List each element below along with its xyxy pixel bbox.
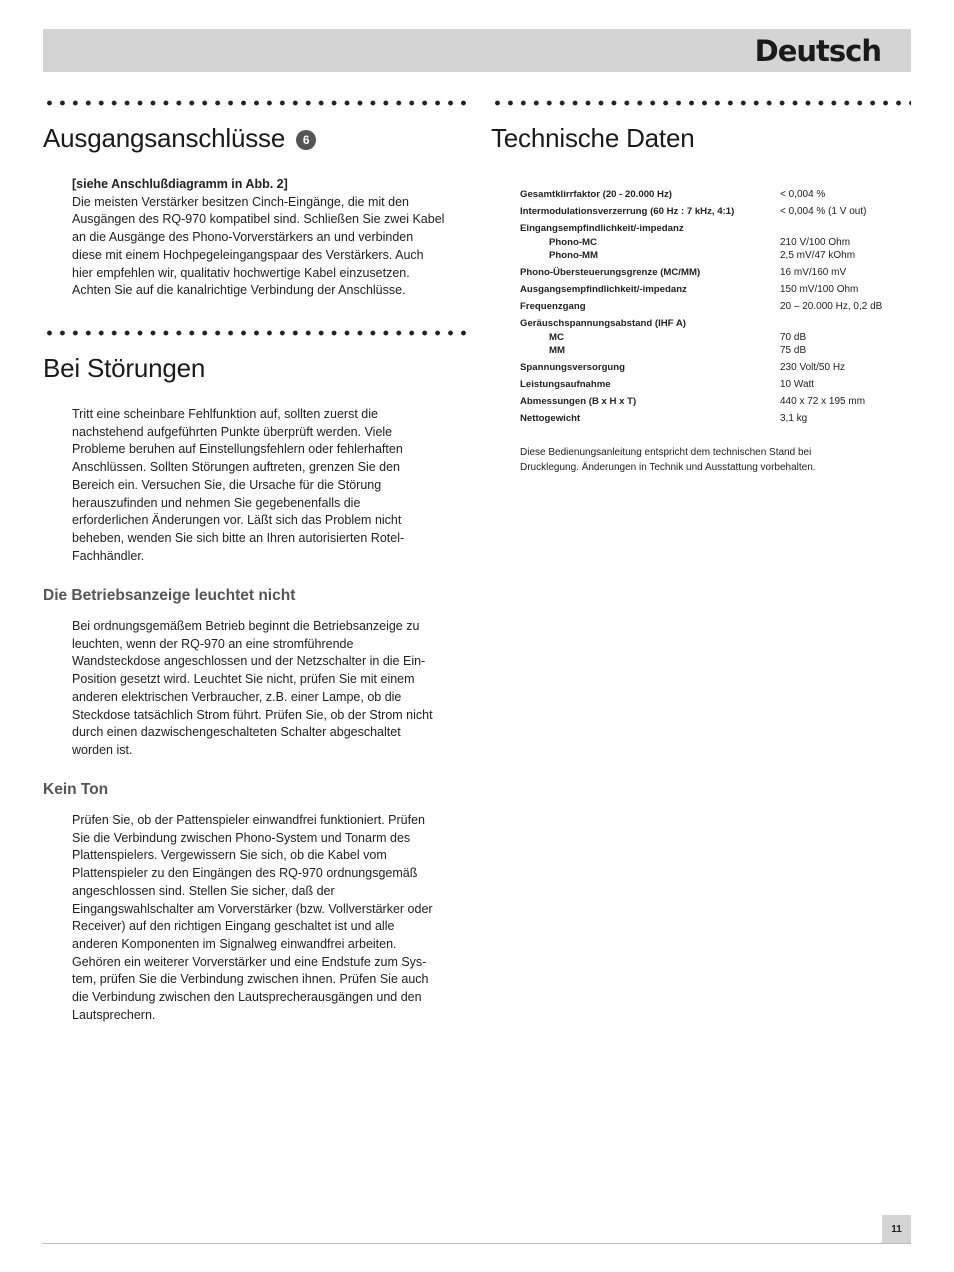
text-line: Prüfen Sie, ob der Pattenspieler einwandfrei funktioniert. Prüfen (72, 813, 425, 827)
header-bar (43, 29, 911, 72)
text-line: Diese Bedienungsanleitung entspricht dem technischen Stand bei (520, 447, 812, 458)
text-line: Sie die Verbindung zwischen Phono-System und Tonarm des (72, 830, 411, 845)
text-line: worden ist. (72, 742, 133, 757)
dotted-separator (43, 329, 468, 337)
text-line: Probleme beruhen auf Einstellungsfehlern oder fehlerhaften (72, 442, 403, 457)
text-line: Fachhändler. (72, 548, 145, 563)
spec-row (520, 267, 910, 284)
heading-text: Ausgangsanschlüsse (43, 123, 286, 153)
spec-value: 3,1 kg (780, 413, 808, 424)
spec-label: Phono-Übersteuerungsgrenze (MC/MM) (520, 267, 701, 278)
language-title: Deutsch (754, 34, 881, 68)
spec-row (520, 379, 910, 396)
spec-row (520, 237, 910, 251)
spec-value: 75 dB (780, 345, 807, 356)
spec-label: MM (549, 345, 565, 356)
text-line: hier empfehlen wir, qualitativ hochwertige Kabel einzusetzen. (72, 265, 410, 280)
footer-rule (43, 1243, 911, 1244)
spec-value: 440 x 72 x 195 mm (780, 396, 866, 407)
dotted-separator (491, 99, 911, 107)
text-line: diese mit einem Hochpegeleingangspaar des Verstärkers. Auch (72, 247, 424, 262)
text-line: Steckdose tatsächlich Strom führt. Prüfen Sie, ob der Strom nicht (72, 707, 433, 722)
text-line: tem, prüfen Sie die Verbindung zwischen ihnen. Prüfen Sie auch (72, 972, 429, 987)
spec-row (520, 362, 910, 379)
spec-label: Intermodulationsverzerrung (60 Hz : 7 kHz, 4:1) (520, 206, 735, 217)
spec-value: 70 dB (780, 331, 807, 343)
text-line: Anschlüssen. Sollten Störungen auftreten, grenzen Sie den (72, 460, 400, 475)
text-line: Lautsprechern. (72, 1007, 156, 1022)
spec-row (520, 332, 910, 346)
text-line: nachstehend aufgeführten Punkte überprüft werden. Viele (72, 424, 393, 439)
text-line: Bereich ein. Versuchen Sie, die Ursache für die Störung (72, 477, 382, 492)
text-line: Eingangswahlschalter am Vorverstärker (bzw. Vollverstärker oder (72, 901, 433, 916)
spec-value: 20 – 20.000 Hz, 0,2 dB (780, 301, 883, 312)
spec-value: < 0,004 % (1 V out) (780, 206, 867, 217)
spec-value: 210 V/100 Ohm (780, 236, 851, 248)
text-line: Position gesetzt wird. Leuchtet Sie nicht, prüfen Sie mit einem (72, 672, 415, 687)
diagram-reference: [siehe Anschlußdiagramm in Abb. 2] (72, 177, 288, 191)
disclaimer-note (520, 446, 880, 475)
text-line: anderen elektrischen Verbraucher, z.B. einer Lampe, ob die (72, 689, 402, 704)
stoerungen-paragraph (72, 406, 404, 565)
spec-row (520, 206, 910, 223)
spec-value: 2,5 mV/47 kOhm (780, 250, 856, 261)
text-line: herauszufinden und nehmen Sie gegebenenfalls die (72, 495, 361, 510)
text-line: Wandsteckdose angeschlossen und der Netzschalter in die Ein- (72, 654, 426, 669)
spec-row (520, 189, 910, 206)
spec-label: Phono-MC (549, 236, 597, 248)
text-line: Plattenspieler zu den Eingängen des RQ-970 ordnungsgemäß (72, 866, 418, 881)
text-line: angeschlossen sind. Stellen Sie sicher, daß der (72, 883, 335, 898)
spec-label: Geräuschspannungsabstand (IHF A) (520, 318, 686, 329)
text-line: anderen Komponenten im Signalweg einwandfrei arbeiten. (72, 936, 397, 951)
spec-row (520, 223, 910, 237)
spec-value: < 0,004 % (780, 189, 826, 200)
text-line: erforderlichen Änderungen vor. Läßt sich das Problem nicht (72, 513, 402, 528)
spec-label: Spannungsversorgung (520, 362, 626, 373)
spec-value: 16 mV/160 mV (780, 267, 847, 278)
heading-technische-daten: Technische Daten (491, 123, 695, 153)
text-line: Die meisten Verstärker besitzen Cinch-Eingänge, die mit den (72, 194, 409, 209)
spec-label: Ausgangsempfindlichkeit/-impedanz (520, 284, 687, 295)
spec-label: Leistungsaufnahme (520, 379, 611, 390)
text-line: Receiver) auf den richtigen Eingang geschaltet ist und alle (72, 919, 395, 934)
spec-row (520, 396, 910, 413)
spec-value: 230 Volt/50 Hz (780, 362, 846, 373)
subheading-kein-ton: Kein Ton (43, 781, 109, 798)
spec-label: Phono-MM (549, 250, 599, 261)
kein-ton-paragraph (72, 812, 433, 1024)
betriebsanzeige-paragraph (72, 618, 433, 760)
ausgang-paragraph (72, 176, 444, 300)
text-line: durch einen dazwischengeschalteten Schalter abgeschaltet (72, 725, 401, 740)
text-line: Bei ordnungsgemäßem Betrieb beginnt die Betriebsanzeige zu (72, 619, 420, 633)
spec-label: Frequenzgang (520, 301, 586, 312)
text-line: Ausgängen des RQ-970 kompatibel sind. Schließen Sie zwei Kabel (72, 212, 445, 227)
text-line: die Verbindung zwischen den Lautsprecherausgängen und den (72, 990, 422, 1005)
spec-label: Eingangsempfindlichkeit/-impedanz (520, 223, 684, 234)
spec-row (520, 250, 910, 267)
spec-value: 10 Watt (780, 379, 815, 390)
text-line: Plattenspielers. Vergewissern Sie sich, ob die Kabel vom (72, 848, 387, 863)
text-line: leuchten, wenn der RQ-970 an eine stromführende (72, 636, 354, 651)
spec-row (520, 413, 910, 430)
figure-badge: 6 (296, 130, 316, 150)
spec-label: Nettogewicht (520, 413, 581, 424)
spec-row (520, 318, 910, 332)
spec-label: Gesamtklirrfaktor (20 - 20.000 Hz) (520, 189, 672, 200)
text-line: beheben, wenden Sie sich bitte an Ihren autorisierten Rotel- (72, 530, 405, 545)
spec-row (520, 301, 910, 318)
spec-row (520, 284, 910, 301)
subheading-betriebsanzeige: Die Betriebsanzeige leuchtet nicht (43, 587, 296, 604)
text-line: Tritt eine scheinbare Fehlfunktion auf, sollten zuerst die (72, 407, 378, 421)
page-number: 11 (882, 1215, 911, 1244)
heading-ausgangsanschluesse (43, 123, 316, 154)
spec-label: Abmessungen (B x H x T) (520, 396, 637, 407)
text-line: Gehören ein weiterer Vorverstärker und eine Endstufe zum Sys- (72, 954, 427, 969)
spec-row (520, 345, 910, 362)
spec-value: 150 mV/100 Ohm (780, 284, 859, 295)
spec-label: MC (549, 331, 564, 343)
text-line: Achten Sie auf die kanalrichtige Verbindung der Anschlüsse. (72, 283, 406, 298)
text-line: an die Ausgänge des Phono-Vorverstärkers an und verbinden (72, 230, 414, 245)
spec-table (520, 189, 910, 430)
dotted-separator (43, 99, 468, 107)
heading-bei-stoerungen: Bei Störungen (43, 353, 206, 383)
text-line: Drucklegung. Änderungen in Technik und Ausstattung vorbehalten. (520, 461, 816, 473)
